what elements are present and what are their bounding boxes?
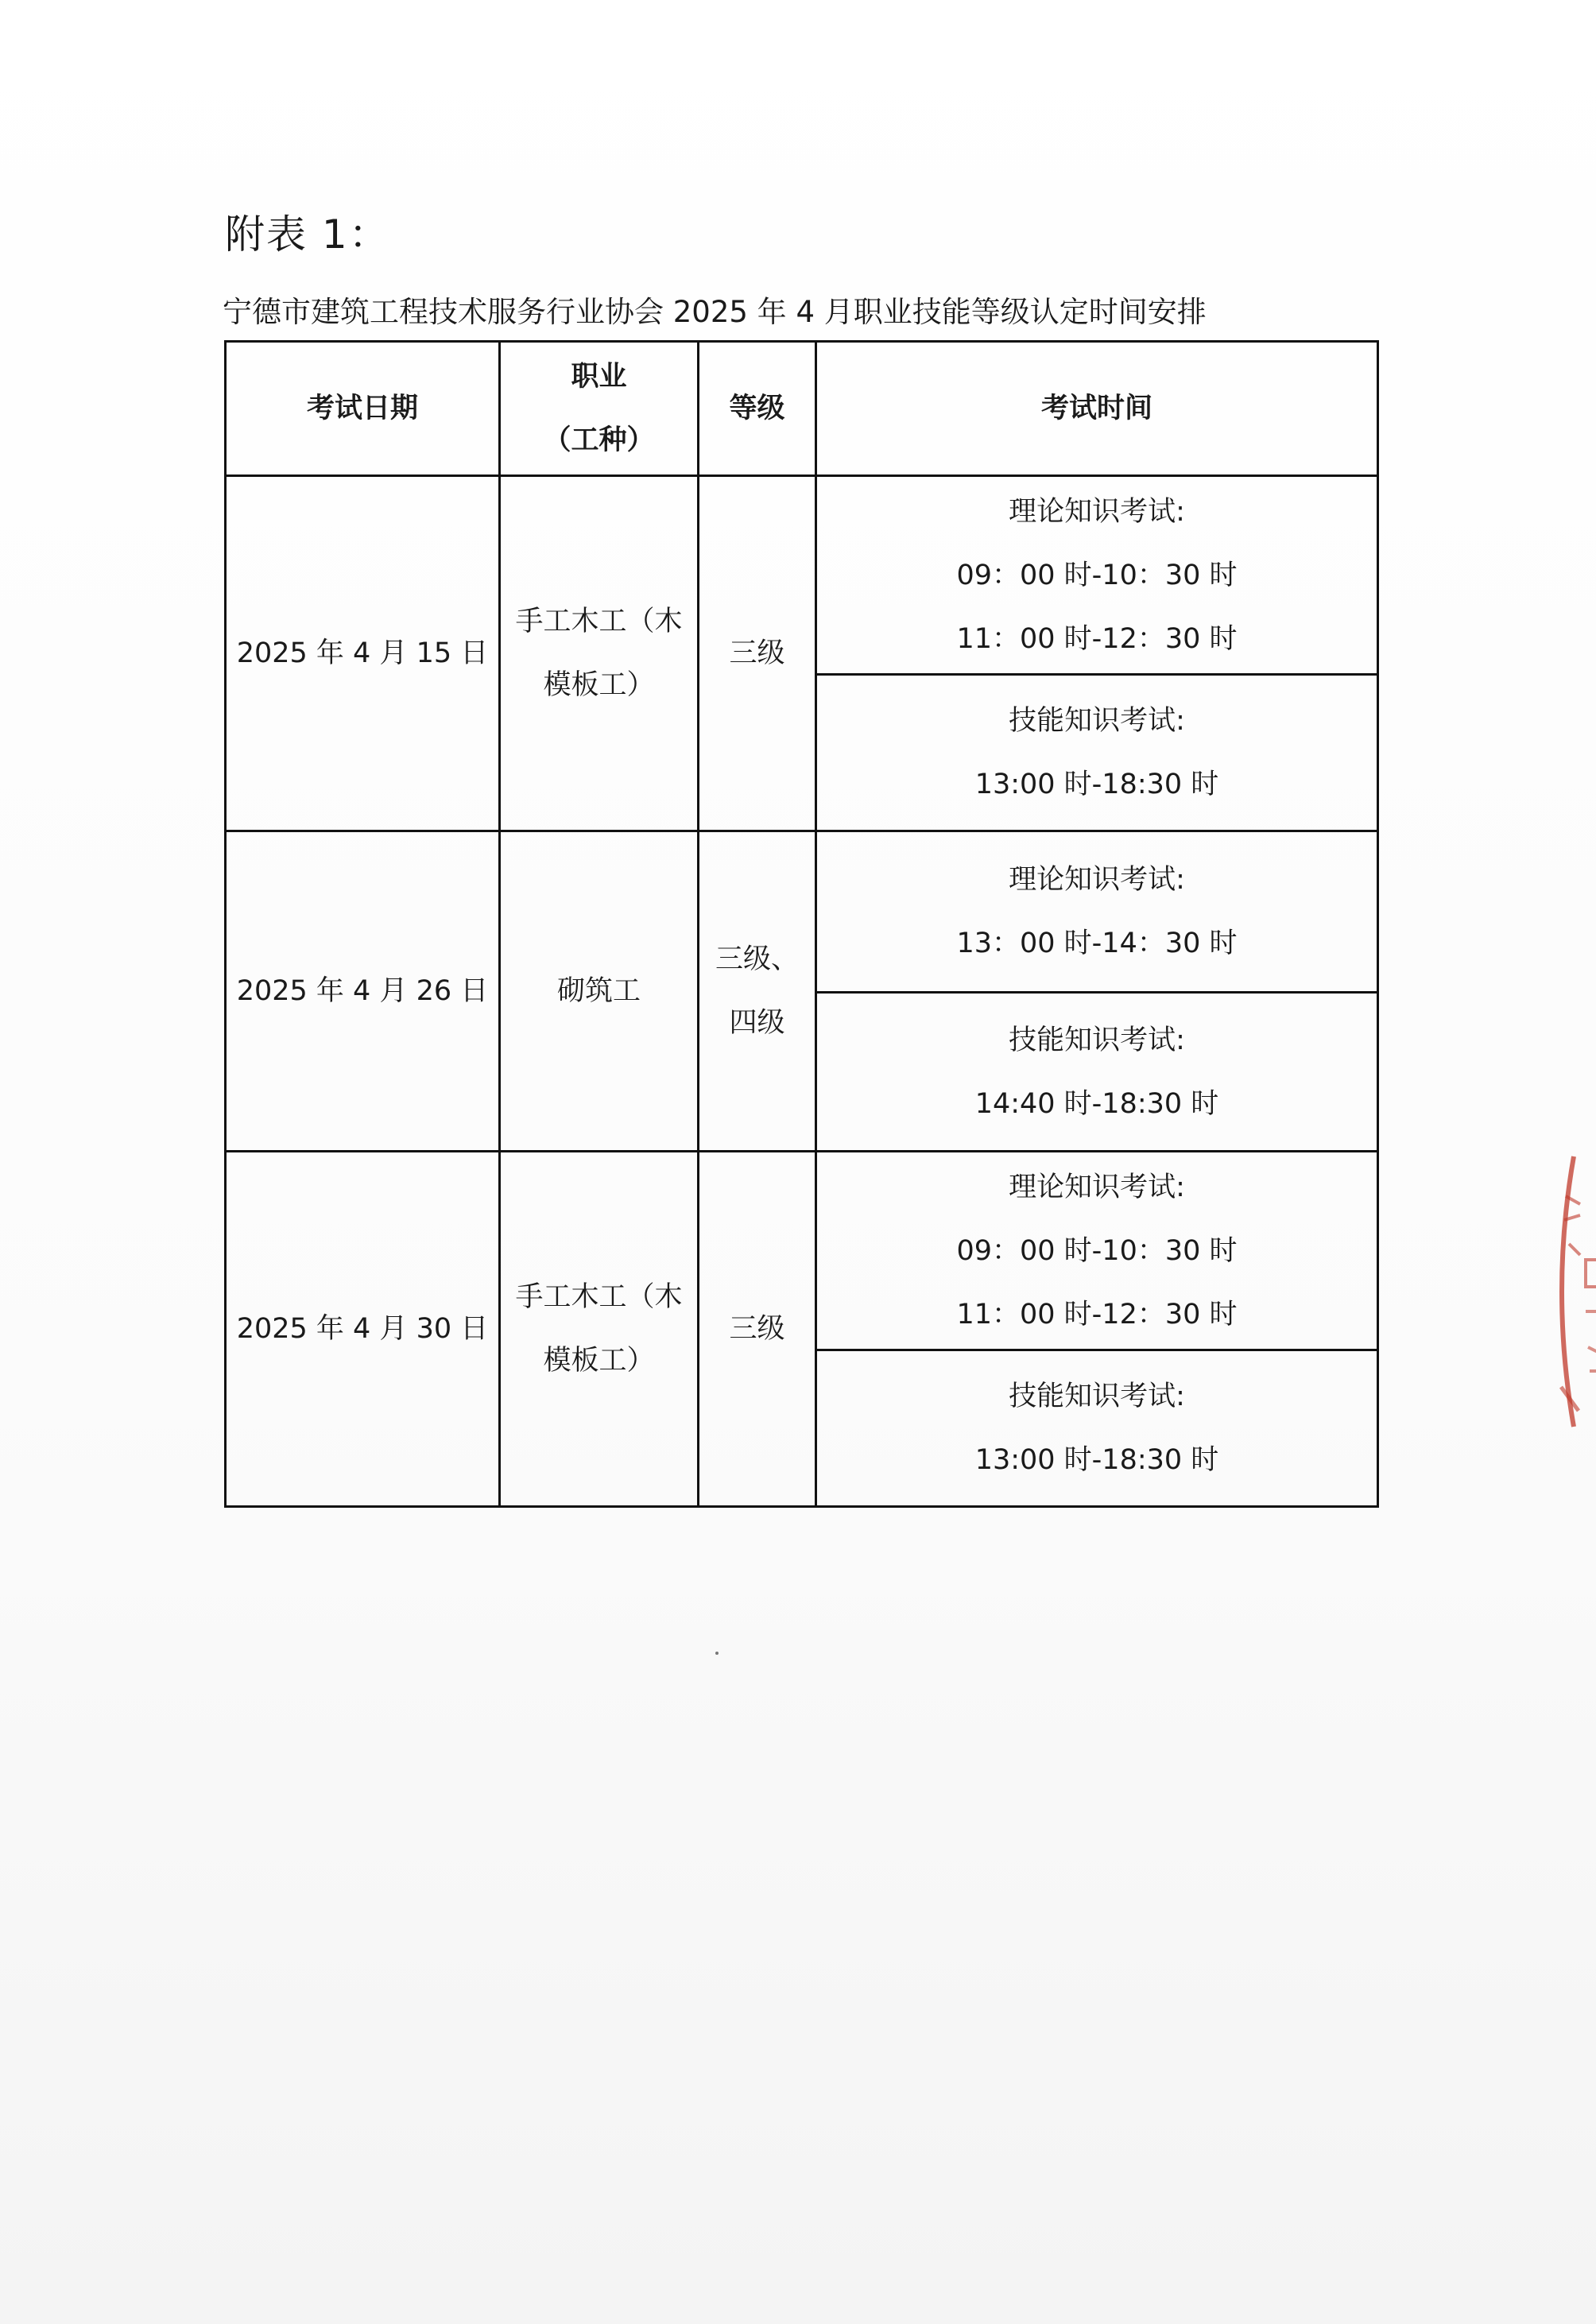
occupation-cell xyxy=(500,1152,699,1507)
theory-time-slot: 11：00 时-12：30 时 xyxy=(956,1298,1238,1330)
exam-schedule-table xyxy=(224,340,1379,1508)
level-line1: 三级 xyxy=(729,637,785,669)
header-exam-time: 考试时间 xyxy=(816,342,1378,476)
theory-time-slot: 09：00 时-10：30 时 xyxy=(956,559,1238,591)
theory-time-slot: 13：00 时-14：30 时 xyxy=(956,928,1238,959)
occupation-cell xyxy=(500,476,699,831)
theory-time-slot: 09：00 时-10：30 时 xyxy=(956,1234,1238,1267)
skill-exam-label: 技能知识考试: xyxy=(1009,1381,1185,1412)
header-occupation-line2: （工种） xyxy=(543,424,655,456)
level-cell xyxy=(699,1152,816,1507)
skill-time-slot: 13:00 时-18:30 时 xyxy=(974,1444,1219,1476)
skill-exam-time-cell xyxy=(816,675,1378,831)
theory-exam-label: 理论知识考试: xyxy=(1009,495,1185,528)
occupation-line2: 模板工） xyxy=(543,669,655,701)
theory-exam-time-cell xyxy=(816,831,1378,993)
theory-exam-label: 理论知识考试: xyxy=(1009,864,1185,896)
header-occupation-line1: 职业 xyxy=(571,361,627,393)
table-row xyxy=(226,831,1378,993)
table-header-row xyxy=(226,342,1378,476)
red-seal-fragment-icon xyxy=(1542,1148,1596,1435)
theory-time-slot: 11：00 时-12：30 时 xyxy=(956,622,1238,655)
level-line2: 四级 xyxy=(729,1007,785,1039)
skill-exam-label: 技能知识考试: xyxy=(1009,705,1185,737)
occupation-line1: 砌筑工 xyxy=(556,975,641,1007)
table-row xyxy=(226,476,1378,675)
skill-exam-label: 技能知识考试: xyxy=(1009,1024,1185,1056)
level-line1: 三级 xyxy=(729,1313,785,1345)
theory-exam-label: 理论知识考试: xyxy=(1009,1171,1185,1203)
theory-exam-time-cell xyxy=(816,476,1378,675)
header-exam-date: 考试日期 xyxy=(226,342,500,476)
level-cell xyxy=(699,476,816,831)
skill-time-slot: 13:00 时-18:30 时 xyxy=(974,769,1219,800)
exam-date-cell: 2025 年 4 月 15 日 xyxy=(226,476,500,831)
level-cell xyxy=(699,831,816,1152)
header-level: 等级 xyxy=(699,342,816,476)
level-line1: 三级、 xyxy=(715,943,799,975)
header-occupation xyxy=(500,342,699,476)
exam-date-cell: 2025 年 4 月 30 日 xyxy=(226,1152,500,1507)
occupation-line1: 手工木工（木 xyxy=(515,1281,683,1313)
theory-exam-time-cell xyxy=(816,1152,1378,1350)
occupation-line2: 模板工） xyxy=(543,1345,655,1377)
occupation-line1: 手工木工（木 xyxy=(515,606,683,637)
skill-time-slot: 14:40 时-18:30 时 xyxy=(974,1087,1219,1120)
occupation-cell xyxy=(500,831,699,1152)
scan-speck xyxy=(715,1652,719,1655)
document-title: 宁德市建筑工程技术服务行业协会 2025 年 4 月职业技能等级认定时间安排 xyxy=(223,295,1207,329)
exam-date-cell: 2025 年 4 月 26 日 xyxy=(226,831,500,1152)
table-row xyxy=(226,1152,1378,1350)
skill-exam-time-cell xyxy=(816,993,1378,1152)
skill-exam-time-cell xyxy=(816,1350,1378,1507)
attachment-label: 附表 1： xyxy=(225,211,390,258)
